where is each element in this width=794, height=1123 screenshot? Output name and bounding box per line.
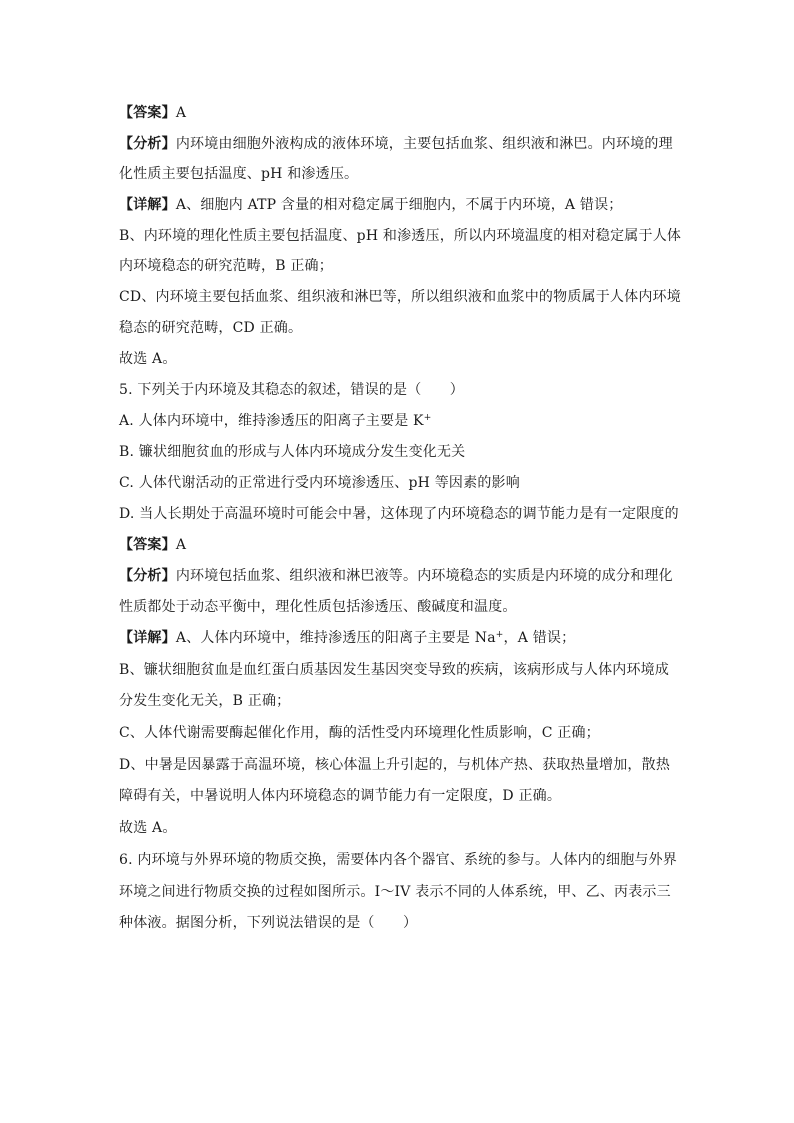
question-5-detail-line [119,628,575,648]
question-5-detail-c: C、人体代谢需要酶起催化作用，酶的活性受内环境理化性质影响，C 正确； [119,725,600,741]
question-5-option-a [119,411,431,431]
question-5-stem: 5. 下列关于内环境及其稳态的叙述，错误的是（ ） [119,382,465,398]
answer-line [119,103,186,123]
answer-value: A [175,537,187,553]
detail-tag: 【详解】 [119,197,176,213]
detail-text-cd-cont: 稳态的研究范畴，CD 正确。 [119,320,303,336]
question-5-option-b: B. 镰状细胞贫血的形成与人体内环境成分发生变化无关 [119,444,466,460]
analysis-tag: 【分析】 [119,568,176,584]
question-5-option-c: C. 人体代谢活动的正常进行受内环境渗透压、pH 等因素的影响 [119,475,520,491]
detail-text-a: A、人体内环境中，维持渗透压的阳离子主要是 Na [175,630,496,646]
analysis-text-cont: 化性质主要包括温度、pH 和渗透压。 [119,166,359,182]
question-5-detail-b-cont: 分发生变化无关，B 正确； [119,693,291,709]
analysis-text: 内环境包括血浆、组织液和淋巴液等。内环境稳态的实质是内环境的成分和理化 [175,568,673,584]
question-6-stem-cont: 环境之间进行物质交换的过程如图所示。I～IV 表示不同的人体系统，甲、乙、丙表示三 [119,884,671,900]
answer-tag: 【答案】 [119,105,176,121]
option-a-superscript: + [423,413,432,423]
option-a-text: A. 人体内环境中，维持渗透压的阳离子主要是 K [119,413,424,429]
detail-text-cd: CD、内环境主要包括血浆、组织液和淋巴等，所以组织液和血浆中的物质属于人体内环境 [119,289,681,305]
detail-tag: 【详解】 [119,630,176,646]
conclusion-text: 故选 A。 [119,351,177,367]
analysis-line [119,134,673,154]
detail-text-b-cont: 内环境稳态的研究范畴，B 正确； [119,258,333,274]
detail-text-a-end: ，A 错误； [503,630,576,646]
answer-value: A [175,105,187,121]
question-5-detail-d: D、中暑是因暴露于高温环境，核心体温上升引起的，与机体产热、获取热量增加，散热 [119,757,671,773]
question-6-stem: 6. 内环境与外界环境的物质交换，需要体内各个器官、系统的参与。人体内的细胞与外界 [119,852,678,868]
question-5-detail-b: B、镰状细胞贫血是血红蛋白质基因发生基因突变导致的疾病，该病形成与人体内环境成 [119,662,670,678]
detail-superscript: + [495,630,504,640]
detail-line [119,195,623,215]
analysis-text: 内环境由细胞外液构成的液体环境，主要包括血浆、组织液和淋巴。内环境的理 [175,136,673,152]
answer-tag: 【答案】 [119,537,176,553]
question-5-detail-d-cont: 障碍有关，中暑说明人体内环境稳态的调节能力有一定限度，D 正确。 [119,788,562,804]
analysis-tag: 【分析】 [119,136,176,152]
question-5-answer-line [119,535,186,555]
question-5-conclusion: 故选 A。 [119,820,177,836]
detail-text-b: B、内环境的理化性质主要包括温度、pH 和渗透压，所以内环境温度的相对稳定属于人体 [119,228,682,244]
detail-text: A、细胞内 ATP 含量的相对稳定属于细胞内，不属于内环境，A 错误； [175,197,623,213]
question-6-stem-end: 种体液。据图分析，下列说法错误的是（ ） [119,915,418,931]
question-5-analysis-cont: 性质都处于动态平衡中，理化性质包括渗透压、酸碱度和温度。 [119,599,517,615]
question-5-analysis-line [119,566,673,586]
question-5-option-d: D. 当人长期处于高温环境时可能会中暑，这体现了内环境稳态的调节能力是有一定限度的 [119,506,679,522]
